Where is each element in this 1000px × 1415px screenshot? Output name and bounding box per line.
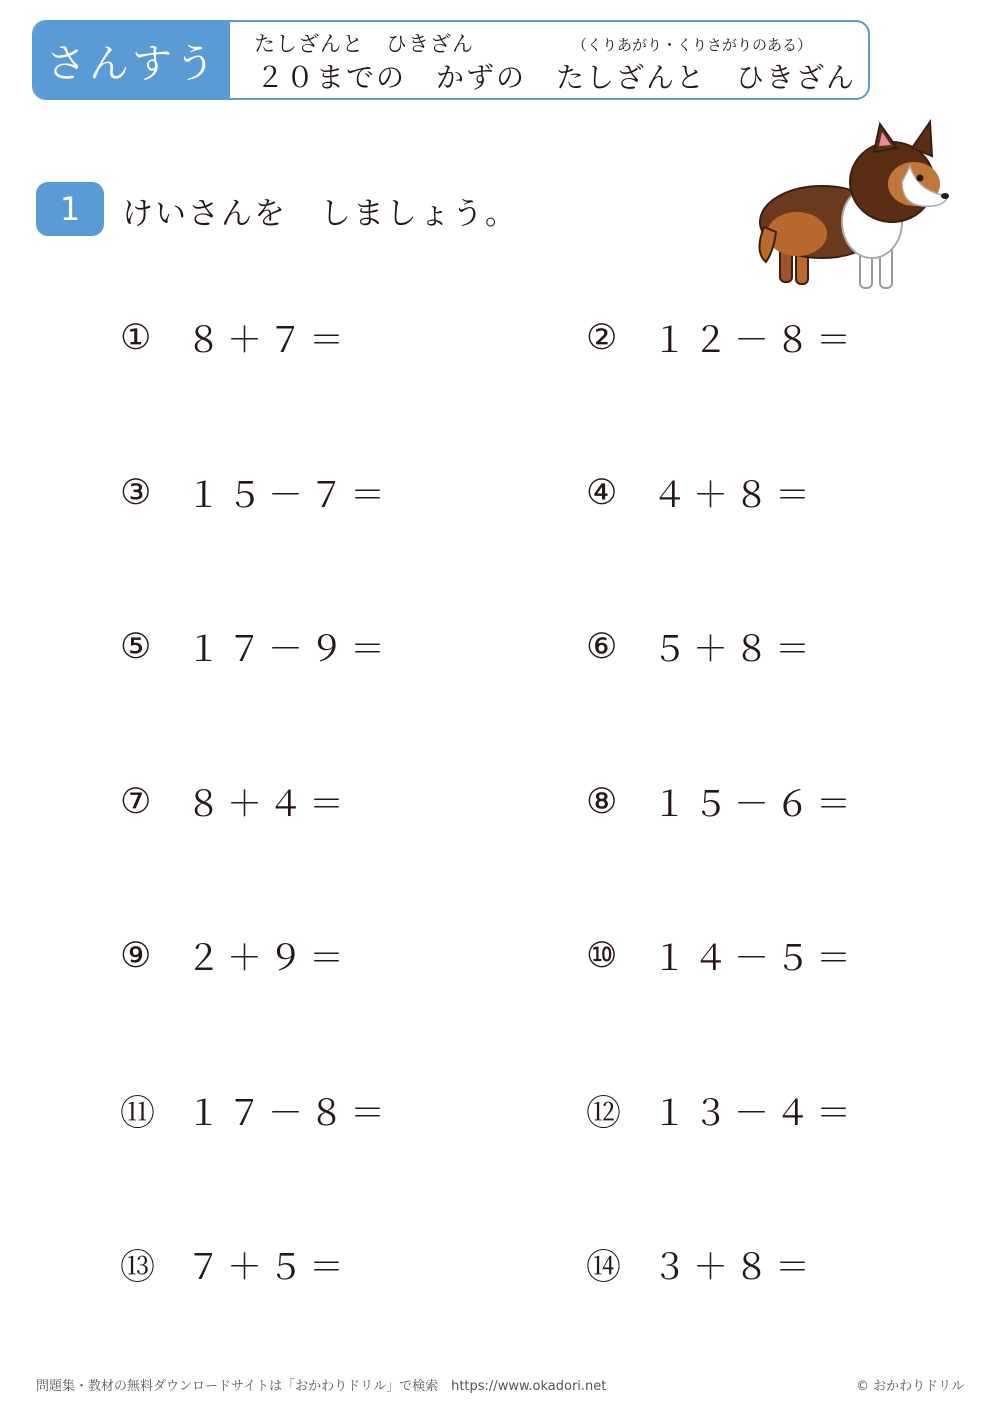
problem-number: ⑦ bbox=[120, 781, 152, 822]
problem-item bbox=[586, 1240, 816, 1290]
question-instruction: けいさんを しましょう。 bbox=[122, 196, 518, 232]
problem-number: ③ bbox=[120, 472, 152, 513]
problem-number: ⑭ bbox=[586, 1248, 622, 1288]
problem-item bbox=[586, 1086, 857, 1136]
category-label: たしざんと ひきざん bbox=[254, 32, 474, 56]
footer-copyright: © おかわりドリル bbox=[856, 1379, 965, 1394]
problem-expression: １５－６＝ bbox=[652, 784, 858, 825]
problem-expression: ８＋４＝ bbox=[186, 784, 351, 825]
footer-left-text: 問題集・教材の無料ダウンロードサイトは「おかわりドリル」で検索 https://www.okadori.net bbox=[36, 1379, 607, 1394]
collie-dog-icon bbox=[752, 112, 952, 302]
problem-number: ⑫ bbox=[586, 1093, 622, 1134]
worksheet-title: ２０までの かずの たしざんと ひきざん bbox=[256, 61, 857, 94]
problem-number: ⑩ bbox=[586, 936, 618, 976]
problem-expression: ７＋５＝ bbox=[186, 1248, 351, 1288]
problem-item bbox=[586, 777, 857, 827]
problem-item bbox=[586, 622, 816, 672]
problem-item bbox=[586, 468, 816, 518]
problem-expression: １７－８＝ bbox=[186, 1093, 392, 1134]
problem-expression: ２＋９＝ bbox=[186, 939, 351, 979]
problem-number: ⑬ bbox=[120, 1248, 156, 1288]
problem-item bbox=[120, 622, 391, 672]
problem-number: ⑨ bbox=[120, 936, 152, 976]
problem-expression: ４＋８＝ bbox=[652, 475, 817, 516]
problem-number: ⑤ bbox=[120, 627, 152, 667]
problem-item bbox=[586, 313, 857, 363]
problem-expression: １５－７＝ bbox=[186, 475, 392, 516]
problem-number: ① bbox=[120, 318, 152, 358]
note-label: （くりあがり・くりさがりのある） bbox=[572, 36, 813, 54]
problem-item bbox=[586, 931, 857, 981]
problem-item bbox=[120, 1240, 350, 1290]
problem-number: ④ bbox=[586, 472, 618, 513]
problem-expression: １３－４＝ bbox=[652, 1093, 858, 1134]
problem-expression: ８＋７＝ bbox=[186, 321, 351, 361]
problem-expression: １７－９＝ bbox=[186, 630, 392, 670]
problem-item bbox=[120, 313, 350, 363]
problem-expression: １４－５＝ bbox=[652, 939, 858, 979]
problem-expression: ３＋８＝ bbox=[652, 1248, 817, 1288]
problem-item bbox=[120, 931, 350, 981]
problem-item bbox=[120, 468, 391, 518]
question-number-badge: 1 bbox=[36, 182, 104, 236]
problem-item bbox=[120, 777, 350, 827]
problem-number: ② bbox=[586, 318, 618, 358]
problem-expression: ５＋８＝ bbox=[652, 630, 817, 670]
problem-expression: １２－８＝ bbox=[652, 321, 858, 361]
problem-number: ⑧ bbox=[586, 781, 618, 822]
subject-label: さんすう bbox=[34, 22, 230, 98]
problem-number: ⑪ bbox=[120, 1093, 156, 1134]
problem-item bbox=[120, 1086, 391, 1136]
problem-number: ⑥ bbox=[586, 627, 618, 667]
header-box bbox=[32, 20, 870, 100]
